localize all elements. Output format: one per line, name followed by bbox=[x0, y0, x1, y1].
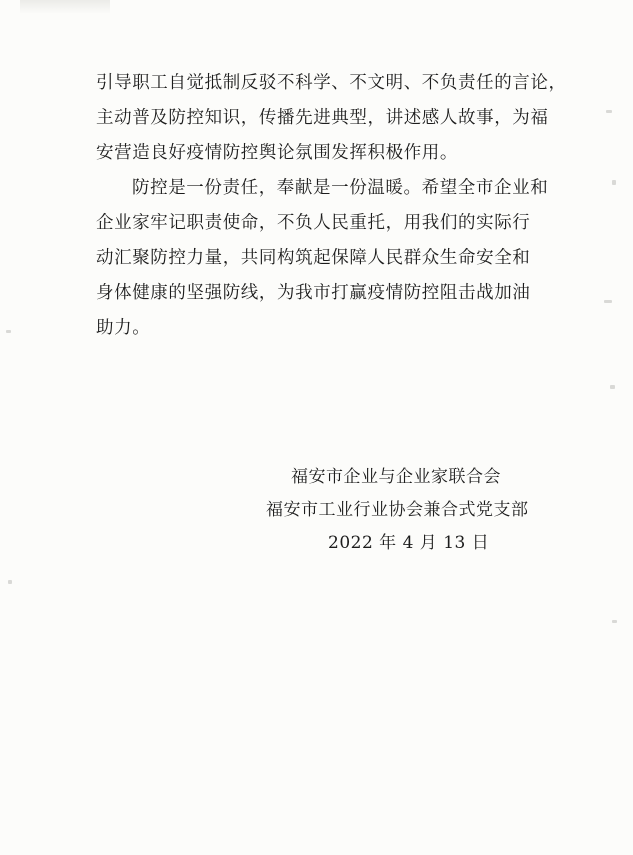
scan-mark bbox=[610, 385, 615, 389]
scan-mark bbox=[6, 330, 11, 333]
signature-date: 2022 年 4 月 13 日 bbox=[328, 533, 490, 553]
scan-mark bbox=[604, 300, 612, 303]
scan-mark bbox=[612, 180, 616, 185]
paragraph-1-line: 主动普及防控知识，传播先进典型，讲述感人故事，为福 bbox=[96, 108, 549, 128]
paragraph-1-line: 引导职工自觉抵制反驳不科学、不文明、不负责任的言论， bbox=[96, 73, 567, 93]
paragraph-2-line: 身体健康的坚强防线，为我市打赢疫情防控阻击战加油 bbox=[96, 283, 531, 303]
paragraph-1 bbox=[96, 66, 567, 171]
paragraph-2-line: 企业家牢记职责使命，不负人民重托，用我们的实际行 bbox=[96, 213, 531, 233]
scan-smudge bbox=[20, 0, 110, 14]
paragraph-2 bbox=[96, 171, 549, 346]
paragraph-2-line: 助力。 bbox=[96, 318, 151, 338]
paragraph-1-line: 安营造良好疫情防控舆论氛围发挥积极作用。 bbox=[96, 143, 458, 163]
paragraph-2-line: 动汇聚防控力量，共同构筑起保障人民群众生命安全和 bbox=[96, 248, 531, 268]
signature-org-2: 福安市工业行业协会兼合式党支部 bbox=[266, 500, 529, 520]
scan-mark bbox=[606, 110, 612, 113]
paragraph-2-line: 防控是一份责任，奉献是一份温暖。希望全市企业和 bbox=[132, 178, 549, 198]
scan-mark bbox=[8, 580, 12, 584]
signature-org-1: 福安市企业与企业家联合会 bbox=[291, 467, 501, 487]
scan-mark bbox=[612, 620, 617, 623]
